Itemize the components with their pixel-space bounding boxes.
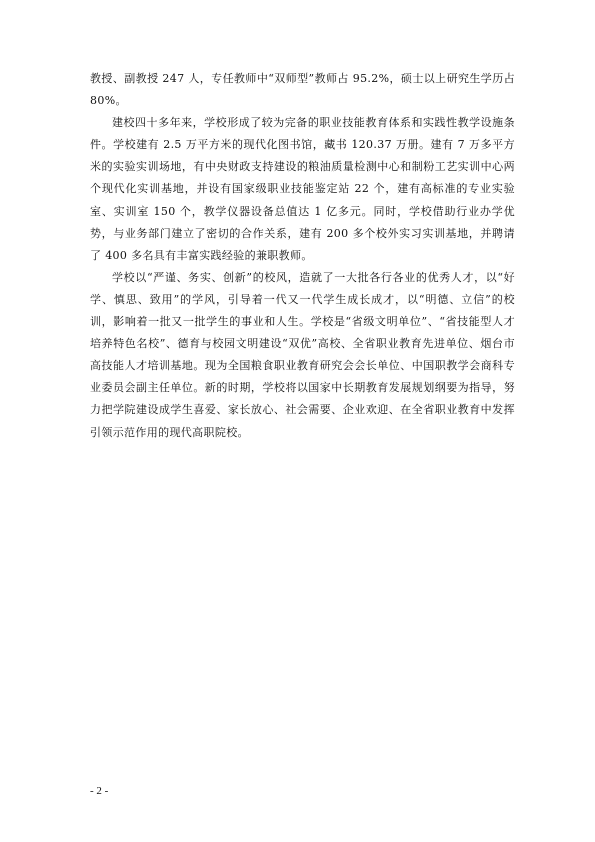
page-number: - 2 -	[90, 785, 109, 797]
paragraph-1: 教授、副教授 247 人，专任教师中“双师型”教师占 95.2%，硕士以上研究生学历占 80%。	[90, 72, 515, 108]
paragraph-2: 建校四十多年来，学校形成了较为完备的职业技能教育体系和实践性教学设施条件。学校建有 2.5 万平方米的现代化图书馆，藏书 120.37 万册。建有 7 万多平方米的实验实训场地，有中央财政支持建设的粮油质量检测中心和制粉工艺实训中心两个现代化实训基地，并设有国家级职业技能鉴定站 22 个，建有高标准的专业实验室、实训室 150 个，教学仪器设备总值达 1 亿多元。同时，学校借助行业办学优势，与业务部门建立了密切的合作关系，建有 200 多个校外实习实训基地，并聘请了 400 多名具有丰富实践经验的兼职教师。	[90, 116, 515, 262]
body-text	[90, 68, 515, 444]
paragraph-3: 学校以“严谨、务实、创新”的校风，造就了一大批各行各业的优秀人才，以“好学、慎思、致用”的学风，引导着一代又一代学生成长成才，以“明德、立信”的校训，影响着一批又一批学生的事业和人生。学校是“省级文明单位”、“省技能型人才培养特色名校”、德育与校园文明建设“双优”高校、全省职业教育先进单位、烟台市高技能人才培训基地。现为全国粮食职业教育研究会会长单位、中国职教学会商科专业委员会副主任单位。新的时期，学校将以国家中长期教育发展规划纲要为指导，努力把学院建设成学生喜爱、家长放心、社会需要、企业欢迎、在全省职业教育中发挥引领示范作用的现代高职院校。	[90, 270, 515, 439]
